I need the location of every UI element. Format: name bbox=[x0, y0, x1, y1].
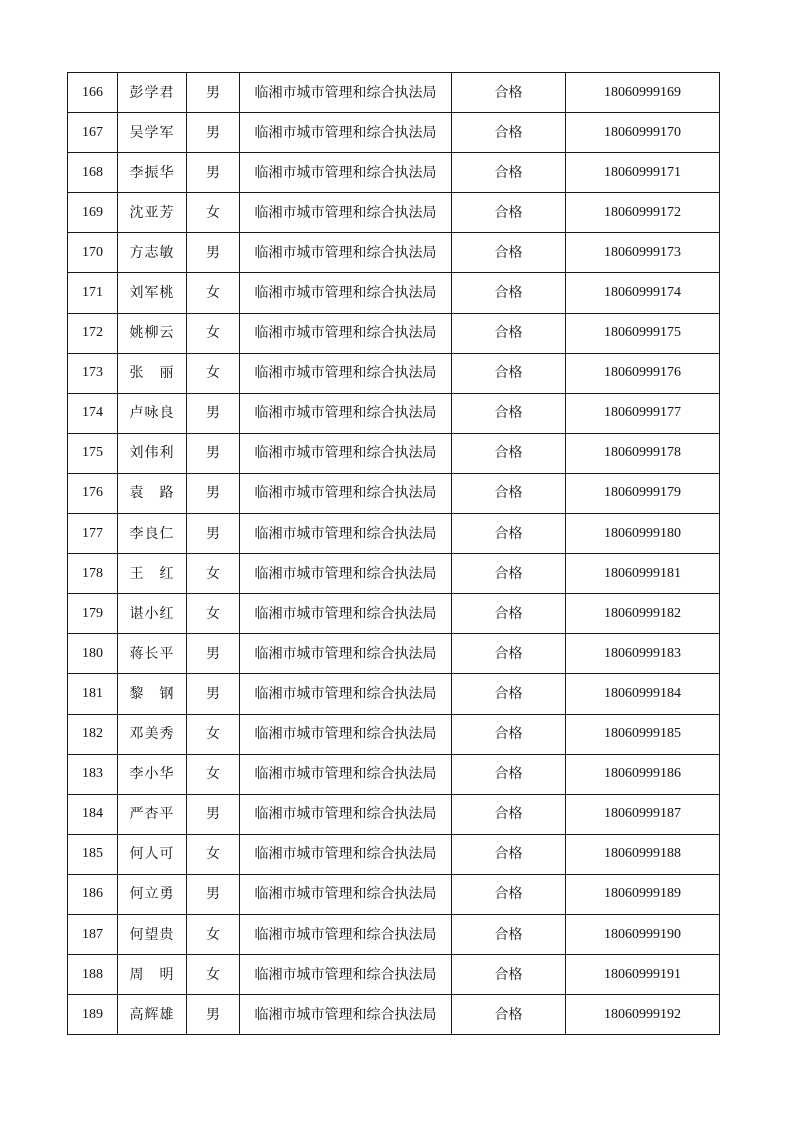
name-cell: 何望贵 bbox=[118, 914, 187, 954]
row-number-cell: 180 bbox=[68, 634, 118, 674]
phone-cell: 18060999169 bbox=[566, 73, 720, 113]
unit-cell: 临湘市城市管理和综合执法局 bbox=[240, 794, 452, 834]
table-row bbox=[68, 874, 720, 914]
table-row bbox=[68, 914, 720, 954]
result-cell: 合格 bbox=[452, 634, 566, 674]
unit-cell: 临湘市城市管理和综合执法局 bbox=[240, 554, 452, 594]
unit-cell: 临湘市城市管理和综合执法局 bbox=[240, 674, 452, 714]
unit-cell: 临湘市城市管理和综合执法局 bbox=[240, 393, 452, 433]
phone-cell: 18060999179 bbox=[566, 473, 720, 513]
unit-cell: 临湘市城市管理和综合执法局 bbox=[240, 874, 452, 914]
row-number-cell: 184 bbox=[68, 794, 118, 834]
table-row bbox=[68, 714, 720, 754]
unit-cell: 临湘市城市管理和综合执法局 bbox=[240, 714, 452, 754]
phone-cell: 18060999176 bbox=[566, 353, 720, 393]
phone-cell: 18060999180 bbox=[566, 514, 720, 554]
unit-cell: 临湘市城市管理和综合执法局 bbox=[240, 193, 452, 233]
phone-cell: 18060999191 bbox=[566, 955, 720, 995]
unit-cell: 临湘市城市管理和综合执法局 bbox=[240, 834, 452, 874]
gender-cell: 女 bbox=[187, 273, 240, 313]
result-cell: 合格 bbox=[452, 473, 566, 513]
result-cell: 合格 bbox=[452, 313, 566, 353]
table-row bbox=[68, 113, 720, 153]
unit-cell: 临湘市城市管理和综合执法局 bbox=[240, 353, 452, 393]
name-cell: 蒋长平 bbox=[118, 634, 187, 674]
row-number-cell: 174 bbox=[68, 393, 118, 433]
name-cell: 高辉雄 bbox=[118, 995, 187, 1035]
row-number-cell: 167 bbox=[68, 113, 118, 153]
row-number-cell: 189 bbox=[68, 995, 118, 1035]
name-cell: 张 丽 bbox=[118, 353, 187, 393]
row-number-cell: 168 bbox=[68, 153, 118, 193]
result-cell: 合格 bbox=[452, 674, 566, 714]
gender-cell: 男 bbox=[187, 113, 240, 153]
result-cell: 合格 bbox=[452, 153, 566, 193]
name-cell: 袁 路 bbox=[118, 473, 187, 513]
phone-cell: 18060999190 bbox=[566, 914, 720, 954]
result-cell: 合格 bbox=[452, 914, 566, 954]
table-row bbox=[68, 233, 720, 273]
unit-cell: 临湘市城市管理和综合执法局 bbox=[240, 955, 452, 995]
row-number-cell: 172 bbox=[68, 313, 118, 353]
result-cell: 合格 bbox=[452, 73, 566, 113]
row-number-cell: 185 bbox=[68, 834, 118, 874]
roster-table-body bbox=[68, 73, 720, 1035]
unit-cell: 临湘市城市管理和综合执法局 bbox=[240, 73, 452, 113]
phone-cell: 18060999181 bbox=[566, 554, 720, 594]
table-row bbox=[68, 393, 720, 433]
gender-cell: 女 bbox=[187, 313, 240, 353]
row-number-cell: 170 bbox=[68, 233, 118, 273]
unit-cell: 临湘市城市管理和综合执法局 bbox=[240, 233, 452, 273]
unit-cell: 临湘市城市管理和综合执法局 bbox=[240, 153, 452, 193]
phone-cell: 18060999183 bbox=[566, 634, 720, 674]
result-cell: 合格 bbox=[452, 955, 566, 995]
table-row bbox=[68, 473, 720, 513]
result-cell: 合格 bbox=[452, 714, 566, 754]
unit-cell: 临湘市城市管理和综合执法局 bbox=[240, 634, 452, 674]
unit-cell: 临湘市城市管理和综合执法局 bbox=[240, 754, 452, 794]
unit-cell: 临湘市城市管理和综合执法局 bbox=[240, 594, 452, 634]
gender-cell: 女 bbox=[187, 914, 240, 954]
phone-cell: 18060999173 bbox=[566, 233, 720, 273]
unit-cell: 临湘市城市管理和综合执法局 bbox=[240, 514, 452, 554]
name-cell: 严杏平 bbox=[118, 794, 187, 834]
name-cell: 李振华 bbox=[118, 153, 187, 193]
row-number-cell: 187 bbox=[68, 914, 118, 954]
table-row bbox=[68, 995, 720, 1035]
gender-cell: 男 bbox=[187, 794, 240, 834]
gender-cell: 男 bbox=[187, 473, 240, 513]
phone-cell: 18060999178 bbox=[566, 433, 720, 473]
name-cell: 李小华 bbox=[118, 754, 187, 794]
row-number-cell: 166 bbox=[68, 73, 118, 113]
phone-cell: 18060999188 bbox=[566, 834, 720, 874]
table-row bbox=[68, 794, 720, 834]
row-number-cell: 173 bbox=[68, 353, 118, 393]
result-cell: 合格 bbox=[452, 193, 566, 233]
table-row bbox=[68, 193, 720, 233]
name-cell: 刘军桃 bbox=[118, 273, 187, 313]
gender-cell: 男 bbox=[187, 233, 240, 273]
table-row bbox=[68, 73, 720, 113]
table-row bbox=[68, 313, 720, 353]
row-number-cell: 169 bbox=[68, 193, 118, 233]
phone-cell: 18060999187 bbox=[566, 794, 720, 834]
row-number-cell: 183 bbox=[68, 754, 118, 794]
name-cell: 谌小红 bbox=[118, 594, 187, 634]
unit-cell: 临湘市城市管理和综合执法局 bbox=[240, 113, 452, 153]
name-cell: 姚柳云 bbox=[118, 313, 187, 353]
table-row bbox=[68, 514, 720, 554]
row-number-cell: 176 bbox=[68, 473, 118, 513]
gender-cell: 男 bbox=[187, 433, 240, 473]
gender-cell: 女 bbox=[187, 714, 240, 754]
table-row bbox=[68, 554, 720, 594]
gender-cell: 女 bbox=[187, 955, 240, 995]
gender-cell: 男 bbox=[187, 634, 240, 674]
phone-cell: 18060999172 bbox=[566, 193, 720, 233]
gender-cell: 女 bbox=[187, 353, 240, 393]
result-cell: 合格 bbox=[452, 353, 566, 393]
name-cell: 周 明 bbox=[118, 955, 187, 995]
gender-cell: 男 bbox=[187, 514, 240, 554]
result-cell: 合格 bbox=[452, 233, 566, 273]
row-number-cell: 175 bbox=[68, 433, 118, 473]
row-number-cell: 188 bbox=[68, 955, 118, 995]
unit-cell: 临湘市城市管理和综合执法局 bbox=[240, 473, 452, 513]
phone-cell: 18060999189 bbox=[566, 874, 720, 914]
name-cell: 沈亚芳 bbox=[118, 193, 187, 233]
document-page bbox=[67, 72, 719, 1035]
name-cell: 何人可 bbox=[118, 834, 187, 874]
phone-cell: 18060999177 bbox=[566, 393, 720, 433]
unit-cell: 临湘市城市管理和综合执法局 bbox=[240, 433, 452, 473]
name-cell: 吴学军 bbox=[118, 113, 187, 153]
result-cell: 合格 bbox=[452, 433, 566, 473]
result-cell: 合格 bbox=[452, 754, 566, 794]
result-cell: 合格 bbox=[452, 995, 566, 1035]
phone-cell: 18060999171 bbox=[566, 153, 720, 193]
unit-cell: 临湘市城市管理和综合执法局 bbox=[240, 313, 452, 353]
result-cell: 合格 bbox=[452, 594, 566, 634]
result-cell: 合格 bbox=[452, 393, 566, 433]
name-cell: 黎 钢 bbox=[118, 674, 187, 714]
gender-cell: 男 bbox=[187, 393, 240, 433]
table-row bbox=[68, 153, 720, 193]
phone-cell: 18060999184 bbox=[566, 674, 720, 714]
row-number-cell: 177 bbox=[68, 514, 118, 554]
gender-cell: 男 bbox=[187, 153, 240, 193]
name-cell: 刘伟利 bbox=[118, 433, 187, 473]
row-number-cell: 181 bbox=[68, 674, 118, 714]
phone-cell: 18060999192 bbox=[566, 995, 720, 1035]
phone-cell: 18060999185 bbox=[566, 714, 720, 754]
unit-cell: 临湘市城市管理和综合执法局 bbox=[240, 914, 452, 954]
gender-cell: 女 bbox=[187, 193, 240, 233]
name-cell: 邓美秀 bbox=[118, 714, 187, 754]
row-number-cell: 186 bbox=[68, 874, 118, 914]
result-cell: 合格 bbox=[452, 834, 566, 874]
table-row bbox=[68, 674, 720, 714]
table-row bbox=[68, 834, 720, 874]
table-row bbox=[68, 353, 720, 393]
table-row bbox=[68, 433, 720, 473]
table-row bbox=[68, 273, 720, 313]
result-cell: 合格 bbox=[452, 514, 566, 554]
gender-cell: 男 bbox=[187, 874, 240, 914]
row-number-cell: 179 bbox=[68, 594, 118, 634]
gender-cell: 女 bbox=[187, 554, 240, 594]
unit-cell: 临湘市城市管理和综合执法局 bbox=[240, 273, 452, 313]
result-cell: 合格 bbox=[452, 273, 566, 313]
result-cell: 合格 bbox=[452, 113, 566, 153]
gender-cell: 女 bbox=[187, 594, 240, 634]
phone-cell: 18060999170 bbox=[566, 113, 720, 153]
name-cell: 李良仁 bbox=[118, 514, 187, 554]
name-cell: 何立勇 bbox=[118, 874, 187, 914]
unit-cell: 临湘市城市管理和综合执法局 bbox=[240, 995, 452, 1035]
gender-cell: 男 bbox=[187, 73, 240, 113]
phone-cell: 18060999182 bbox=[566, 594, 720, 634]
table-row bbox=[68, 634, 720, 674]
row-number-cell: 178 bbox=[68, 554, 118, 594]
name-cell: 王 红 bbox=[118, 554, 187, 594]
gender-cell: 男 bbox=[187, 674, 240, 714]
table-row bbox=[68, 754, 720, 794]
table-row bbox=[68, 955, 720, 995]
row-number-cell: 171 bbox=[68, 273, 118, 313]
name-cell: 彭学君 bbox=[118, 73, 187, 113]
gender-cell: 男 bbox=[187, 995, 240, 1035]
gender-cell: 女 bbox=[187, 834, 240, 874]
table-row bbox=[68, 594, 720, 634]
result-cell: 合格 bbox=[452, 874, 566, 914]
result-cell: 合格 bbox=[452, 554, 566, 594]
result-cell: 合格 bbox=[452, 794, 566, 834]
name-cell: 卢咏良 bbox=[118, 393, 187, 433]
phone-cell: 18060999186 bbox=[566, 754, 720, 794]
gender-cell: 女 bbox=[187, 754, 240, 794]
row-number-cell: 182 bbox=[68, 714, 118, 754]
roster-table bbox=[67, 72, 720, 1035]
name-cell: 方志敏 bbox=[118, 233, 187, 273]
phone-cell: 18060999174 bbox=[566, 273, 720, 313]
phone-cell: 18060999175 bbox=[566, 313, 720, 353]
